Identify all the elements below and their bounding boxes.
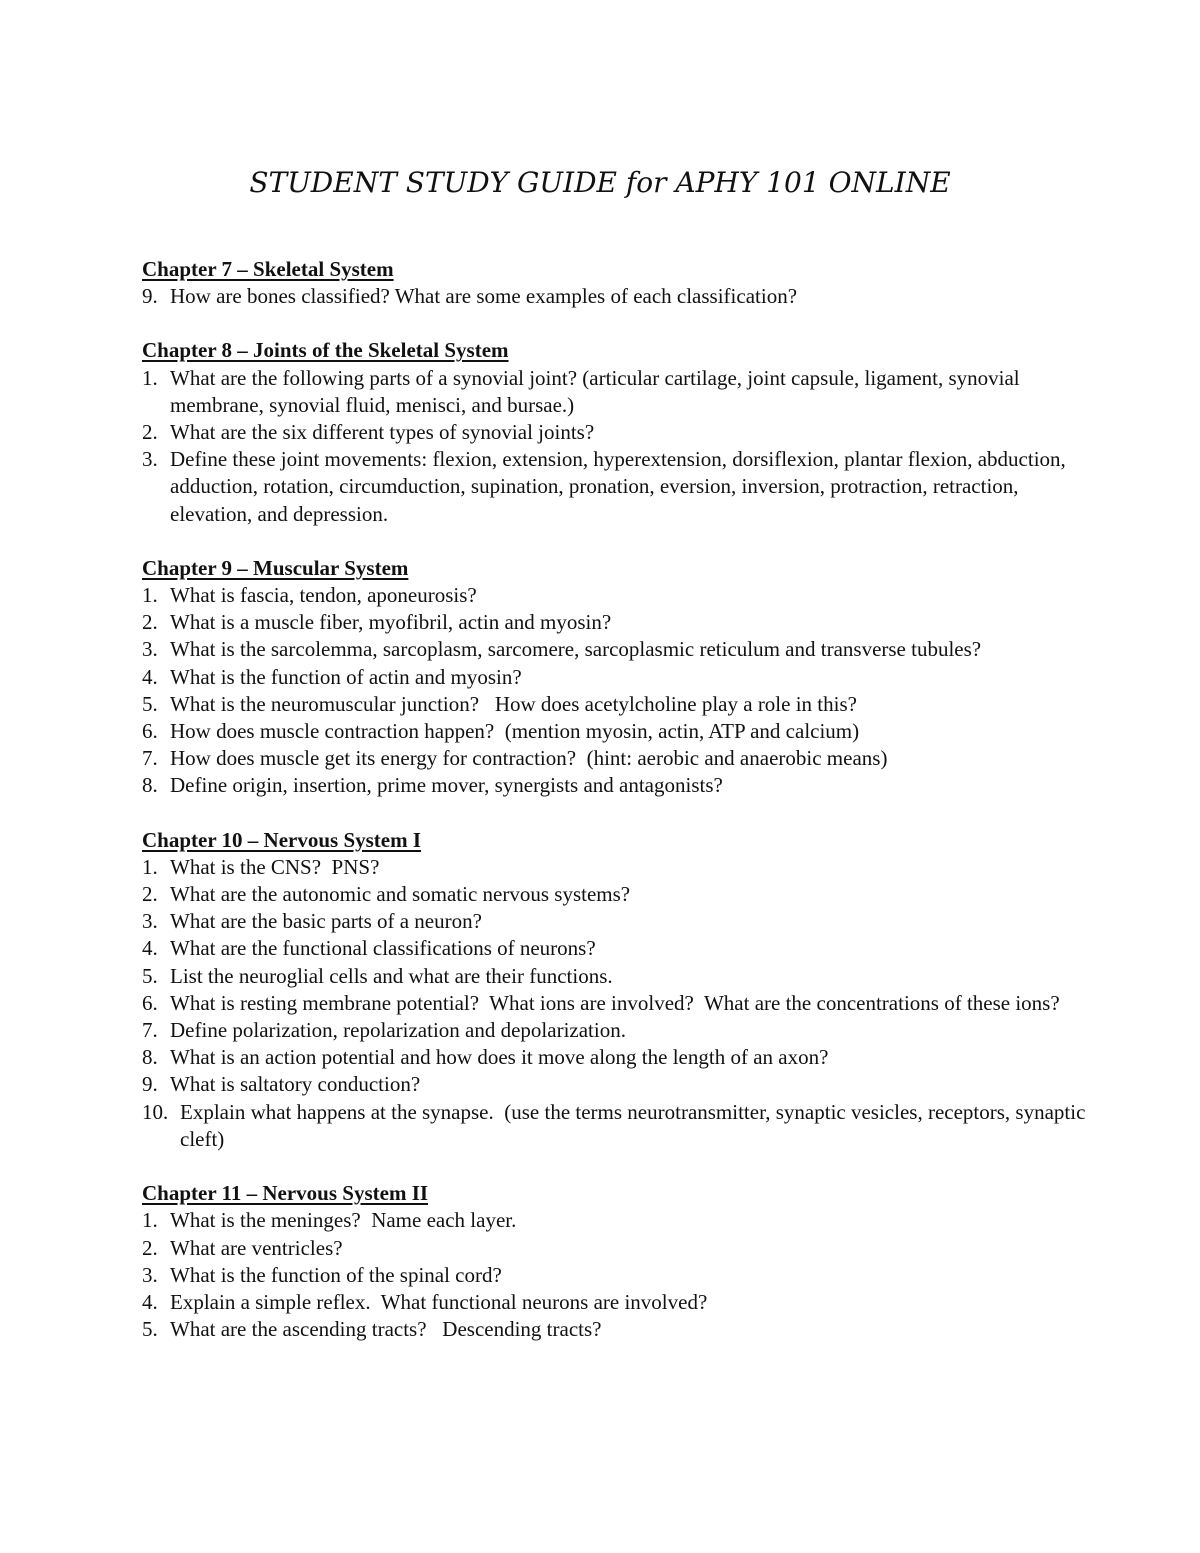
chapter-section [142,1180,1090,1343]
chapter-section [142,827,1090,1153]
question-item [142,1262,1090,1289]
question-number: 1. [142,854,158,879]
question-text: What are the ascending tracts? Descending tracts? [170,1317,602,1342]
question-text: Define origin, insertion, prime mover, synergists and antagonists? [170,773,723,798]
chapter-section [142,337,1090,527]
question-text: What is the neuromuscular junction? How does acetylcholine play a role in this? [170,691,857,716]
question-list [142,854,1090,1153]
question-number: 7. [142,1018,158,1043]
question-item [142,419,1090,446]
chapter-heading: Chapter 8 – Joints of the Skeletal System [142,338,509,363]
question-number: 5. [142,963,158,988]
question-item [142,636,1090,663]
question-text: What are the functional classifications of neurons? [170,936,596,961]
question-list [142,1207,1090,1343]
question-text: How does muscle contraction happen? (mention myosin, actin, ATP and calcium) [170,719,860,744]
chapter-heading: Chapter 9 – Muscular System [142,555,409,580]
question-number: 4. [142,936,158,961]
question-text: How are bones classified? What are some examples of each classification? [170,284,798,309]
question-item [142,854,1090,881]
question-text: What is an action potential and how does it move along the length of an axon? [170,1045,829,1070]
question-text: What is saltatory conduction? [170,1072,421,1097]
question-item [142,1044,1090,1071]
question-item [142,582,1090,609]
question-list [142,283,1090,310]
question-number: 4. [142,664,158,689]
question-number: 3. [142,447,158,472]
question-item [142,609,1090,636]
question-text: What are the basic parts of a neuron? [170,909,482,934]
chapter-heading: Chapter 10 – Nervous System I [142,827,422,852]
question-item [142,935,1090,962]
question-text: What is the function of the spinal cord? [170,1262,502,1287]
question-list [142,365,1090,528]
question-number: 6. [142,990,158,1015]
question-text: What are the six different types of synovial joints? [170,420,595,445]
question-item [142,772,1090,799]
question-text: What is the meninges? Name each layer. [170,1208,517,1233]
question-item [142,446,1090,528]
question-number: 1. [142,583,158,608]
question-item [142,881,1090,908]
chapter-section [142,555,1090,800]
question-item [142,963,1090,990]
question-number: 9. [142,1072,158,1097]
question-item [142,745,1090,772]
chapter-heading: Chapter 7 – Skeletal System [142,257,394,281]
document-title: STUDENT STUDY GUIDE for APHY 101 ONLINE [249,166,951,199]
question-text: How does muscle get its energy for contraction? (hint: aerobic and anaerobic means) [170,746,888,771]
question-number: 1. [142,1208,158,1233]
question-text: Define polarization, repolarization and depolarization. [170,1018,626,1043]
study-guide-content [142,256,1090,1370]
question-text: What is resting membrane potential? What ions are involved? What are the concentrations of these ions? [170,990,1060,1015]
question-number: 3. [142,637,158,662]
question-text: Explain what happens at the synapse. (use the terms neurotransmitter, synaptic vesicles, receptors, synaptic cleft) [180,1099,1091,1151]
question-text: List the neuroglial cells and what are their functions. [170,963,613,988]
question-number: 3. [142,909,158,934]
question-text: What is fascia, tendon, aponeurosis? [170,583,477,608]
question-number: 9. [142,284,158,309]
question-text: What is a muscle fiber, myofibril, actin and myosin? [170,610,612,635]
question-list [142,582,1090,800]
question-item [142,283,1090,310]
question-item [142,664,1090,691]
question-item [142,1316,1090,1343]
chapter-section [142,256,1090,310]
question-item [142,1017,1090,1044]
question-number: 5. [142,1317,158,1342]
question-text: What are ventricles? [170,1235,343,1260]
question-text: Explain a simple reflex. What functional neurons are involved? [170,1289,708,1314]
question-item [142,1071,1090,1098]
question-number: 2. [142,420,158,445]
question-number: 2. [142,1235,158,1260]
question-number: 5. [142,691,158,716]
question-number: 7. [142,746,158,771]
question-text: What are the following parts of a synovial joint? (articular cartilage, joint capsule, ligament, synovial membrane, synovial fluid, menisci, and bursae.) [170,365,1025,417]
question-number: 10. [142,1099,169,1124]
question-item [142,908,1090,935]
question-text: What is the function of actin and myosin? [170,664,522,689]
question-item [142,990,1090,1017]
question-number: 3. [142,1262,158,1287]
question-item [142,718,1090,745]
question-number: 8. [142,1045,158,1070]
chapter-heading: Chapter 11 – Nervous System II [142,1181,429,1206]
question-item [142,1235,1090,1262]
question-number: 2. [142,882,158,907]
question-text: Define these joint movements: flexion, extension, hyperextension, dorsiflexion, plantar flexion, abduction, adduction, rotation, circumduction, supination, pronation, eversion, inversion, protraction, retraction, elevation, and depression. [170,447,1072,526]
question-item [142,691,1090,718]
question-number: 4. [142,1289,158,1314]
question-number: 1. [142,365,158,390]
question-number: 6. [142,719,158,744]
question-item [142,1207,1090,1234]
question-text: What are the autonomic and somatic nervous systems? [170,882,631,907]
question-item [142,365,1090,419]
question-item [142,1289,1090,1316]
question-number: 8. [142,773,158,798]
question-text: What is the sarcolemma, sarcoplasm, sarcomere, sarcoplasmic reticulum and transverse tubules? [170,637,982,662]
question-number: 2. [142,610,158,635]
question-text: What is the CNS? PNS? [170,854,380,879]
question-item [142,1099,1090,1153]
